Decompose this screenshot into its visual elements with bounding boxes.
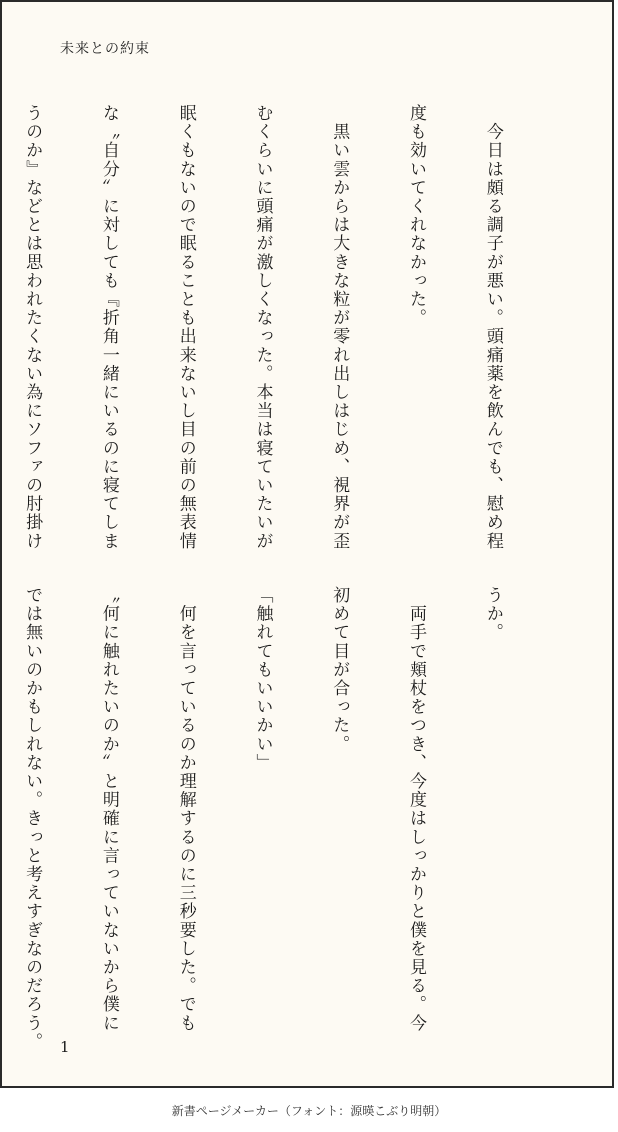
text-line: 初めて目が合った。 xyxy=(329,586,350,754)
text-block-upper xyxy=(0,104,556,551)
text-line: うのか』などとは思われたくない為にソファの肘掛け xyxy=(22,104,43,551)
text-line: 今日は頗る調子が悪い。頭痛薬を飲んでも、慰め程 xyxy=(482,104,503,551)
text-line: 両手で頬杖をつき、今度はしっかりと僕を見る。今 xyxy=(406,586,427,1033)
text-line: むくらいに頭痛が激しくなった。本当は寝ていたいが xyxy=(252,104,273,551)
text-line: 何を言っているのか理解するのに三秒要した。でも xyxy=(175,586,196,1033)
text-line: 「触れてもいいかい」 xyxy=(252,586,273,772)
text-line: 黒い雲からは大きな粒が零れ出しはじめ、視界が歪 xyxy=(329,104,350,551)
footer-caption: 新書ページメーカー（フォント：源暎こぶり明朝） xyxy=(171,1104,447,1118)
text-line: では無いのかもしれない。きっと考えすぎなのだろう。 xyxy=(22,586,43,1051)
text-line: 度も効いてくれなかった。 xyxy=(406,104,427,328)
text-line: 〝何に触れたいのか〟と明確に言っていないから僕に xyxy=(98,586,119,1033)
running-head-title: 未来との約束 xyxy=(60,41,150,57)
text-line: な〝自分〟に対しても『折角一緒にいるのに寝てしま xyxy=(98,104,119,551)
text-line: うか。 xyxy=(482,586,503,642)
page-number: 1 xyxy=(60,1038,70,1056)
text-block-lower xyxy=(0,586,556,1051)
text-line: 眠くもないので眠ることも出来ないし目の前の無表情 xyxy=(175,104,196,551)
